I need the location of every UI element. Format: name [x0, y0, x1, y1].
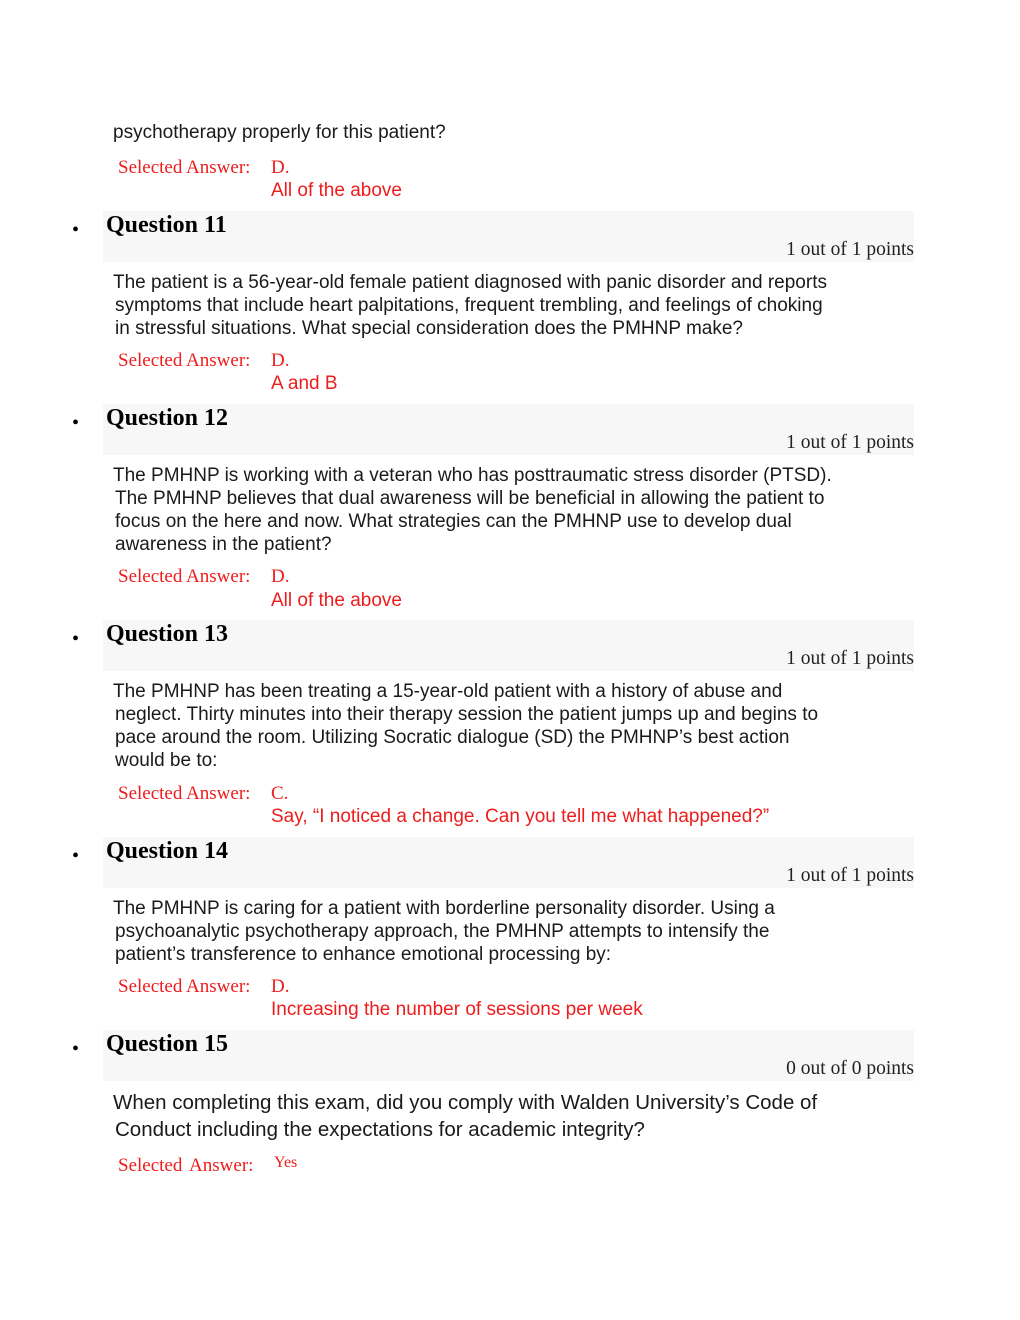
- bullet-icon: •: [72, 412, 80, 434]
- question-line: The PMHNP is caring for a patient with borderline personality disorder. Using a: [113, 898, 775, 919]
- question-line: awareness in the patient?: [115, 534, 332, 555]
- question-title: Question 11: [106, 212, 227, 238]
- question-line: The patient is a 56-year-old female patient diagnosed with panic disorder and reports: [113, 272, 827, 293]
- selected-answer-label: Selected Answer:: [118, 783, 251, 804]
- question-points: 1 out of 1 points: [786, 239, 914, 260]
- question-text: [113, 897, 873, 966]
- question-points: 1 out of 1 points: [786, 648, 914, 669]
- question-title: Question 15: [106, 1031, 229, 1057]
- question-line: symptoms that include heart palpitations, frequent trembling, and feelings of choking: [115, 295, 823, 316]
- bullet-icon: •: [72, 628, 80, 650]
- selected-answer-letter: C.: [271, 783, 289, 804]
- question-title: Question 14: [106, 838, 229, 864]
- selected-answer-label: Selected Answer:: [118, 1155, 254, 1176]
- question-points: 1 out of 1 points: [786, 432, 914, 453]
- question-text: [113, 1089, 873, 1143]
- selected-answer-label: Selected Answer:: [118, 157, 251, 178]
- selected-answer-letter: D.: [271, 157, 290, 178]
- question-header: [103, 1030, 914, 1081]
- question-points: 1 out of 1 points: [786, 865, 914, 886]
- question-header: [103, 211, 914, 262]
- selected-answer-letter: D.: [271, 976, 290, 997]
- selected-answer-text: All of the above: [271, 590, 402, 611]
- selected-answer-label: Selected Answer:: [118, 350, 251, 371]
- selected-answer-text: All of the above: [271, 180, 402, 201]
- question-text: [113, 680, 873, 772]
- previous-question-text-tail: psychotherapy properly for this patient?: [113, 122, 446, 143]
- selected-answer-letter: D.: [271, 566, 290, 587]
- selected-answer-label: Selected Answer:: [118, 976, 251, 997]
- selected-answer-letter: D.: [271, 350, 290, 371]
- question-line: pace around the room. Utilizing Socratic dialogue (SD) the PMHNP’s best action: [115, 727, 790, 748]
- selected-answer-text: Yes: [274, 1154, 298, 1171]
- selected-answer-text: A and B: [271, 373, 338, 394]
- question-line: The PMHNP believes that dual awareness will be beneficial in allowing the patient to: [115, 488, 825, 509]
- question-header: [103, 404, 914, 455]
- question-line: focus on the here and now. What strategies can the PMHNP use to develop dual: [115, 511, 792, 532]
- question-line: psychoanalytic psychotherapy approach, the PMHNP attempts to intensify the: [115, 921, 770, 942]
- question-line: in stressful situations. What special consideration does the PMHNP make?: [115, 318, 744, 339]
- question-points: 0 out of 0 points: [786, 1058, 914, 1079]
- question-line: would be to:: [115, 750, 218, 771]
- question-line: patient’s transference to enhance emotional processing by:: [115, 944, 612, 965]
- selected-answer-label: Selected Answer:: [118, 566, 251, 587]
- question-title: Question 13: [106, 621, 229, 647]
- question-line: When completing this exam, did you comply with Walden University’s Code of: [113, 1091, 818, 1114]
- bullet-icon: •: [72, 219, 80, 241]
- selected-answer-text: Say, “I noticed a change. Can you tell me what happened?”: [271, 806, 770, 827]
- question-text: [113, 271, 873, 340]
- question-line: neglect. Thirty minutes into their therapy session the patient jumps up and begins to: [115, 704, 819, 725]
- question-text: [113, 464, 873, 556]
- question-line: The PMHNP is working with a veteran who has posttraumatic stress disorder (PTSD).: [113, 465, 832, 486]
- selected-answer-text: Increasing the number of sessions per week: [271, 999, 643, 1020]
- question-title: Question 12: [106, 405, 229, 431]
- question-header: [103, 837, 914, 888]
- question-line: The PMHNP has been treating a 15-year-old patient with a history of abuse and: [113, 681, 783, 702]
- bullet-icon: •: [72, 845, 80, 867]
- question-line: Conduct including the expectations for academic integrity?: [115, 1118, 645, 1141]
- bullet-icon: •: [72, 1038, 80, 1060]
- question-header: [103, 620, 914, 671]
